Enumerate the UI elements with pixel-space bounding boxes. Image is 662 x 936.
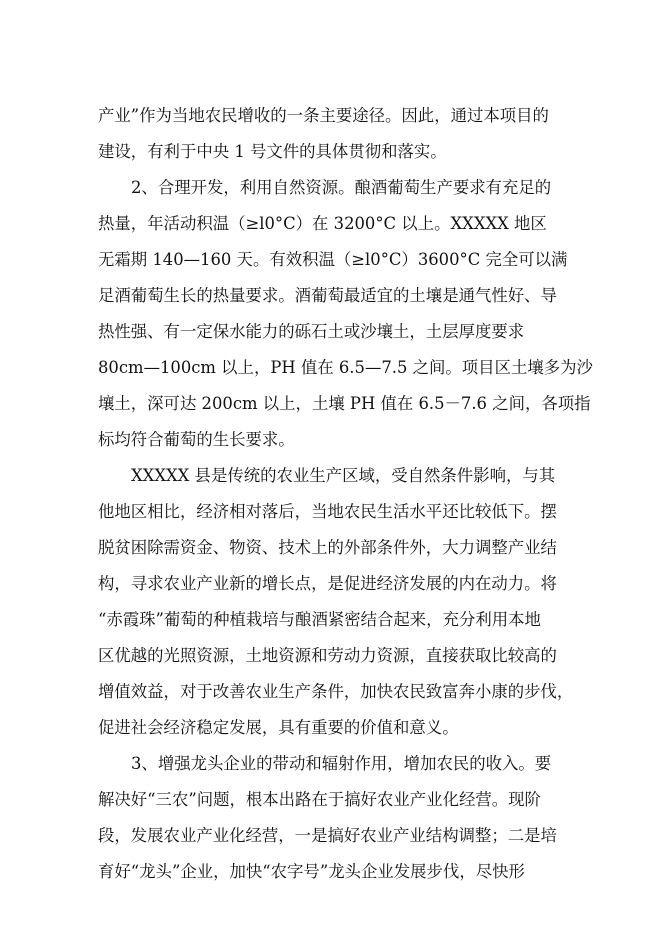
text-line: 产业”作为当地农民增收的一条主要途径。因此，通过本项目的 — [98, 106, 549, 125]
text-line: 段，发展农业产业化经营，一是搞好农业产业结构调整；二是培 — [98, 826, 557, 845]
text-line: 促进社会经济稳定发展，具有重要的价值和意义。 — [98, 718, 459, 737]
text-line: 区优越的光照资源，土地资源和劳动力资源，直接获取比较高的 — [98, 646, 557, 665]
text-line: 解决好“三农”问题，根本出路在于搞好农业产业化经营。现阶 — [98, 790, 541, 809]
text-line: 育好“龙头”企业，加快“农字号”龙头企业发展步伐，尽快形 — [98, 862, 525, 881]
text-line: 标均符合葡萄的生长要求。 — [98, 430, 295, 449]
paragraph-first-line: 3、增强龙头企业的带动和辐射作用，增加农民的收入。要 — [131, 754, 552, 773]
text-line: 80cm—100cm 以上，PH 值在 6.5—7.5 之间。项目区土壤多为沙 — [98, 358, 593, 377]
text-line: “赤霞珠”葡萄的种植栽培与酿酒紧密结合起来，充分利用本地 — [98, 610, 541, 629]
paragraph-first-line: 2、合理开发，利用自然资源。酿酒葡萄生产要求有充足的 — [131, 178, 552, 197]
text-line: 壤土，深可达 200cm 以上，土壤 PH 值在 6.5－7.6 之间，各项指 — [98, 394, 591, 413]
text-line: 构，寻求农业产业新的增长点，是促进经济发展的内在动力。将 — [98, 574, 557, 593]
text-line: 热量，年活动积温（≥l0°C）在 3200°C 以上。XXXXX 地区 — [98, 214, 547, 233]
text-line: 脱贫困除需资金、物资、技术上的外部条件外，大力调整产业结 — [98, 538, 557, 557]
text-line: 热性强、有一定保水能力的砾石土或沙壤土，土层厚度要求 — [98, 322, 525, 341]
text-line: 无霜期 140—160 天。有效积温（≥l0°C）3600°C 完全可以满 — [98, 250, 568, 269]
text-line: 增值效益，对于改善农业生产条件，加快农民致富奔小康的步伐， — [98, 682, 574, 701]
text-line: 建设，有利于中央 1 号文件的具体贯彻和落实。 — [98, 142, 447, 161]
text-line: 足酒葡萄生长的热量要求。酒葡萄最适宜的土壤是通气性好、导 — [98, 286, 557, 305]
text-line: 他地区相比，经济相对落后，当地农民生活水平还比较低下。摆 — [98, 502, 557, 521]
paragraph-first-line: XXXXX 县是传统的农业生产区域，受自然条件影响，与其 — [131, 466, 556, 485]
